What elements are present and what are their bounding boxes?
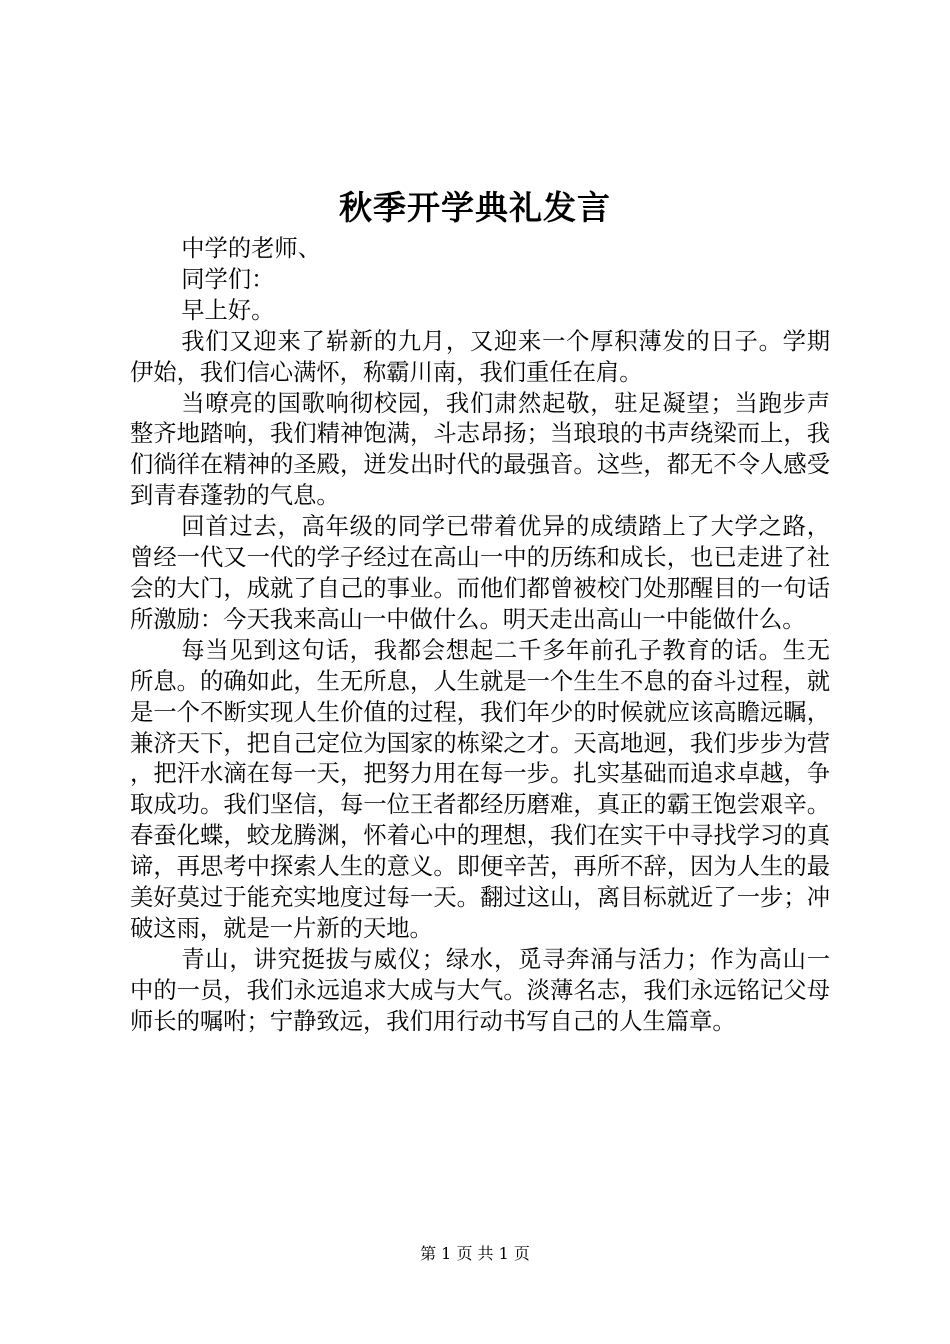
paragraph-body: 我们又迎来了崭新的九月，又迎来一个厚积薄发的日子。学期伊始，我们信心满怀，称霸川南，我们重任在肩。 — [130, 327, 830, 386]
paragraph-salutation-teachers: 中学的老师、 — [181, 235, 322, 262]
page-number-footer: 第 1 页 共 1 页 — [420, 1244, 530, 1263]
paragraph-greeting: 早上好。 — [181, 296, 275, 324]
document-body — [130, 234, 830, 1038]
paragraph-body: 当嘹亮的国歌响彻校园，我们肃然起敬，驻足凝望；当跑步声整齐地踏响，我们精神饱满，斗志昂扬；当琅琅的书声绕梁而上，我们徜徉在精神的圣殿，迸发出时代的最强音。这些，都无不令人感受到青春蓬勃的气息。 — [130, 389, 830, 510]
paragraph-body: 青山，讲究挺拔与威仪；绿水，觅寻奔涌与活力；作为高山一中的一员，我们永远追求大成与大气。淡薄名志，我们永远铭记父母师长的嘱咐；宁静致远，我们用行动书写自己的人生篇章。 — [130, 945, 830, 1035]
paragraph-body: 每当见到这句话，我都会想起二千多年前孔子教育的话。生无所息。的确如此，生无所息，人生就是一个生生不息的奋斗过程，就是一个不断实现人生价值的过程，我们年少的时候就应该高瞻远瞩，兼济天下，把自己定位为国家的栋梁之才。天高地迥，我们步步为营，把汗水滴在每一天，把努力用在每一步。扎实基础而追求卓越，争取成功。我们坚信，每一位王者都经历磨难，真正的霸王饱尝艰辛。春蚕化蝶，蛟龙腾渊，怀着心中的理想，我们在实干中寻找学习的真谛，再思考中探索人生的意义。即便辛苦，再所不辞，因为人生的最美好莫过于能充实地度过每一天。翻过这山，离目标就近了一步；冲破这雨，就是一片新的天地。 — [130, 636, 830, 942]
paragraph-salutation-students: 同学们： — [181, 265, 275, 293]
document-title: 秋季开学典礼发言 — [339, 188, 611, 227]
paragraph-body: 回首过去，高年级的同学已带着优异的成绩踏上了大学之路，曾经一代又一代的学子经过在高山一中的历练和成长，也已走进了社会的大门，成就了自己的事业。而他们都曾被校门处那醒目的一句话所激励：今天我来高山一中做什么。明天走出高山一中能做什么。 — [130, 513, 830, 633]
